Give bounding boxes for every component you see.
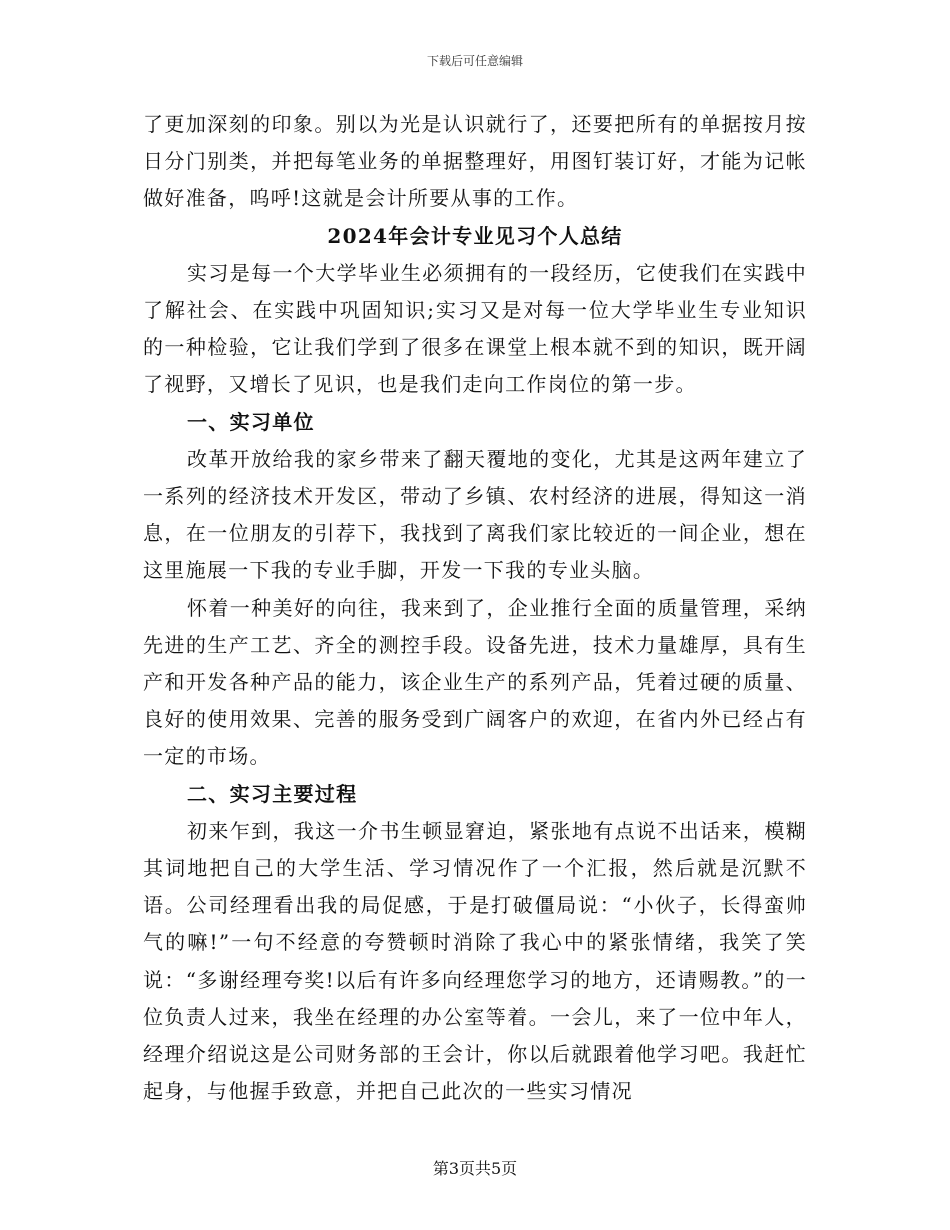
paragraph-intro: 实习是每一个大学毕业生必须拥有的一段经历，它使我们在实践中了解社会、在实践中巩固知识;实习又是对每一位大学毕业生专业知识的一种检验，它让我们学到了很多在课堂上根本就不到的知识，既开阔了视野，又增长了见识，也是我们走向工作岗位的第一步。: [143, 260, 807, 397]
paragraph-process: 初来乍到，我这一介书生顿显窘迫，紧张地有点说不出话来，模糊其词地把自己的大学生活、学习情况作了一个汇报，然后就是沉默不语。公司经理看出我的局促感，于是打破僵局说：“小伙子，长得蛮帅气的嘛!”一句不经意的夸赞顿时消除了我心中的紧张情绪，我笑了笑说：“多谢经理夸奖!以后有许多向经理您学习的地方，还请赐教。”的一位负责人过来，我坐在经理的办公室等着。一会儿，来了一位中年人，经理介绍说这是公司财务部的王会计，你以后就跟着他学习吧。我赶忙起身，与他握手致意，并把自己此次的一些实习情况: [143, 818, 807, 1104]
document-title: 2024年会计专业见习个人总结: [327, 223, 623, 248]
section-heading-unit: 一、实习单位: [187, 409, 315, 434]
paragraph-unit-2: 怀着一种美好的向往，我来到了，企业推行全面的质量管理，采纳先进的生产工艺、齐全的测控手段。设备先进，技术力量雄厚，具有生产和开发各种产品的能力，该企业生产的系列产品，凭着过硬的质量、良好的使用效果、完善的服务受到广阔客户的欢迎，在省内外已经占有一定的市场。: [143, 595, 807, 769]
page-footer-number: 第3页共5页: [432, 1159, 518, 1178]
section-heading-process: 二、实习主要过程: [187, 781, 358, 806]
page-header-note: 下载后可任意编辑: [426, 54, 523, 68]
document-body: [143, 106, 807, 1110]
paragraph-unit-1: 改革开放给我的家乡带来了翻天覆地的变化，尤其是这两年建立了一系列的经济技术开发区，带动了乡镇、农村经济的进展，得知这一消息，在一位朋友的引荐下，我找到了离我们家比较近的一间企业，想在这里施展一下我的专业手脚，开发一下我的专业头脑。: [143, 446, 807, 583]
paragraph-continued: 了更加深刻的印象。别以为光是认识就行了，还要把所有的单据按月按日分门别类，并把每笔业务的单据整理好，用图钉装订好，才能为记帐做好准备，呜呼!这就是会计所要从事的工作。: [143, 112, 807, 211]
